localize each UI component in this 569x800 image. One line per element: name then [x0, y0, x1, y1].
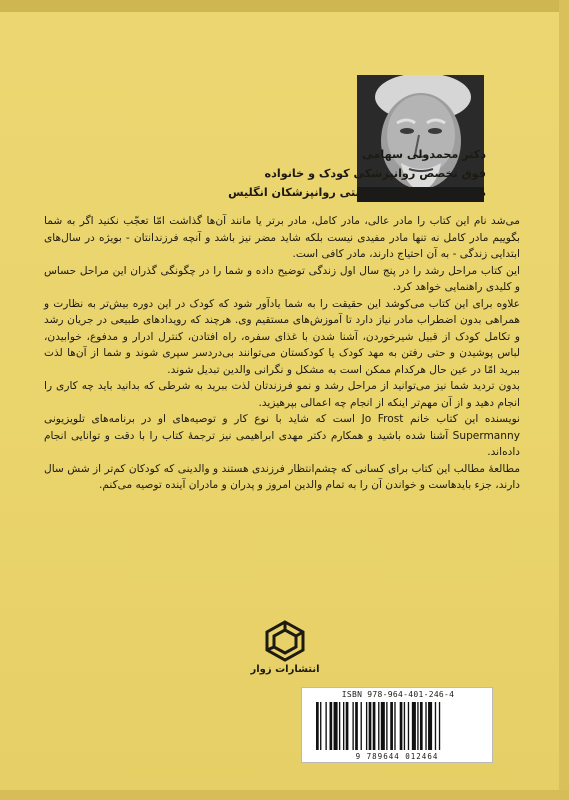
publisher-logo-icon — [263, 620, 307, 662]
barcode-bar — [330, 702, 333, 750]
blurb-paragraph: این کتاب مراحل رشد را در پنج سال اول زندگی توضیح داده و شما را در چگونگی گذران این مراحل حساس و کلیدی راهنمایی خواهد کرد. — [44, 264, 520, 293]
blurb-paragraph: می‌شد نام این کتاب را مادر عالی، مادر کامل، مادر برتر یا مانند آن‌ها گذاشت امّا تعجّب نکنید اگر به شما بگوییم مادر کامل نه تنها مادر مفیدی نیست بلکه شاید مضر نیز باشد و آنچه فرزندانتان - بویژه در سال‌های ابتدایی زندگی - به آن احتیاج دارند، مادر کافی است. — [44, 215, 520, 260]
barcode-bar — [316, 702, 319, 750]
barcode-digits: 9 789644 012464 — [355, 752, 439, 761]
barcode-bar — [428, 702, 432, 750]
barcode-bar — [355, 702, 358, 750]
barcode-bar — [334, 702, 338, 750]
barcode-label — [301, 687, 493, 763]
barcode-bar — [400, 702, 403, 750]
barcode-bar — [408, 702, 409, 750]
barcode-bar — [320, 702, 321, 750]
barcode-bar — [420, 702, 423, 750]
author-name: دکتر محمدولی سهامی — [362, 148, 486, 161]
bottom-edge-strip — [0, 790, 569, 800]
top-edge-strip — [0, 0, 569, 12]
barcode-bar — [343, 702, 344, 750]
barcode-bar — [390, 702, 393, 750]
barcode-bar — [339, 702, 340, 750]
barcode-bar — [417, 702, 418, 750]
barcode-bar — [412, 702, 416, 750]
barcode-bar — [378, 702, 379, 750]
barcode-bar — [352, 702, 353, 750]
blurb-text — [44, 213, 520, 494]
publisher-logo — [250, 620, 320, 690]
right-edge-strip — [559, 0, 569, 800]
barcode-bar — [366, 702, 367, 750]
barcode-bar — [381, 702, 385, 750]
barcode-bar — [394, 702, 395, 750]
barcode-bar — [386, 702, 387, 750]
barcode-bar — [373, 702, 376, 750]
barcode-bar — [404, 702, 405, 750]
barcode-icon — [312, 702, 484, 750]
author-info — [126, 145, 486, 202]
isbn-text: ISBN 978-964-401-246-4 — [341, 690, 455, 699]
barcode-bar — [361, 702, 362, 750]
author-title-1: فوق تخصص روانپزشکی کودک و خانواده — [264, 167, 486, 180]
barcode-bar — [346, 702, 349, 750]
blurb-paragraph: نویسنده این کتاب خانم Jo Frost است که شاید با نوع کار و توصیه‌های او در برنامه‌های تلویزیونی Supermanny آشنا شده باشید و همکارم دکتر مهدی ابراهیمی نیز ترجمهٔ کتاب را با دقت و توانایی انجام داده‌اند. — [44, 413, 520, 458]
barcode-bar — [325, 702, 326, 750]
barcode-bars — [312, 702, 484, 750]
publisher-name: انتشارات زوار — [250, 664, 320, 675]
blurb-paragraph: علاوه برای این کتاب می‌کوشد این حقیقت را به شما یادآور شود که کودک در این دوره بیش‌تر به نظارت و همراهی بدون اضطراب مادر نیاز دارد تا آموزش‌های مستقیم وی. هرچند که رویدادهای طبیعی در جریان رشد و تکامل کودک از قبیل شیرخوردن، آشنا شدن با غذای سفره، راه افتادن، کنترل ادرار و مدفوع، خوابیدن، لباس پوشیدن و حتی رفتن به مهد کودک یا کودکستان می‌توانند بی‌دردسر سپری شوند و شما از آن‌ها لذت ببرید امّا در عین حال هرکدام ممکن است به مشکل و نگرانی والدین تبدیل شوند. — [44, 297, 520, 376]
barcode-bar — [425, 702, 426, 750]
barcode-bar — [439, 702, 440, 750]
barcode-bar — [435, 702, 436, 750]
blurb-paragraph: مطالعهٔ مطالب این کتاب برای کسانی که چشم‌انتظار فرزندی هستند و والدینی که کودکان کم‌تر از شش سال دارند، جزء بایدهاست و خواندن آن را به تمام والدین امروز و پدران و مادران آینده توصیه می‌کنم. — [44, 462, 520, 491]
blurb-paragraph: بدون تردید شما نیز می‌توانید از مراحل رشد و نمو فرزندتان لذت ببرید به شرطی که بدانید باید چه کاری را انجام دهید و از آن مهم‌تر اینکه از انجام چه اعمالی بپرهیزید. — [44, 380, 520, 409]
author-title-2: مدرس سابق کالج سلطنتی روانپزشکان انگلیس — [228, 186, 486, 199]
barcode-bar — [369, 702, 372, 750]
